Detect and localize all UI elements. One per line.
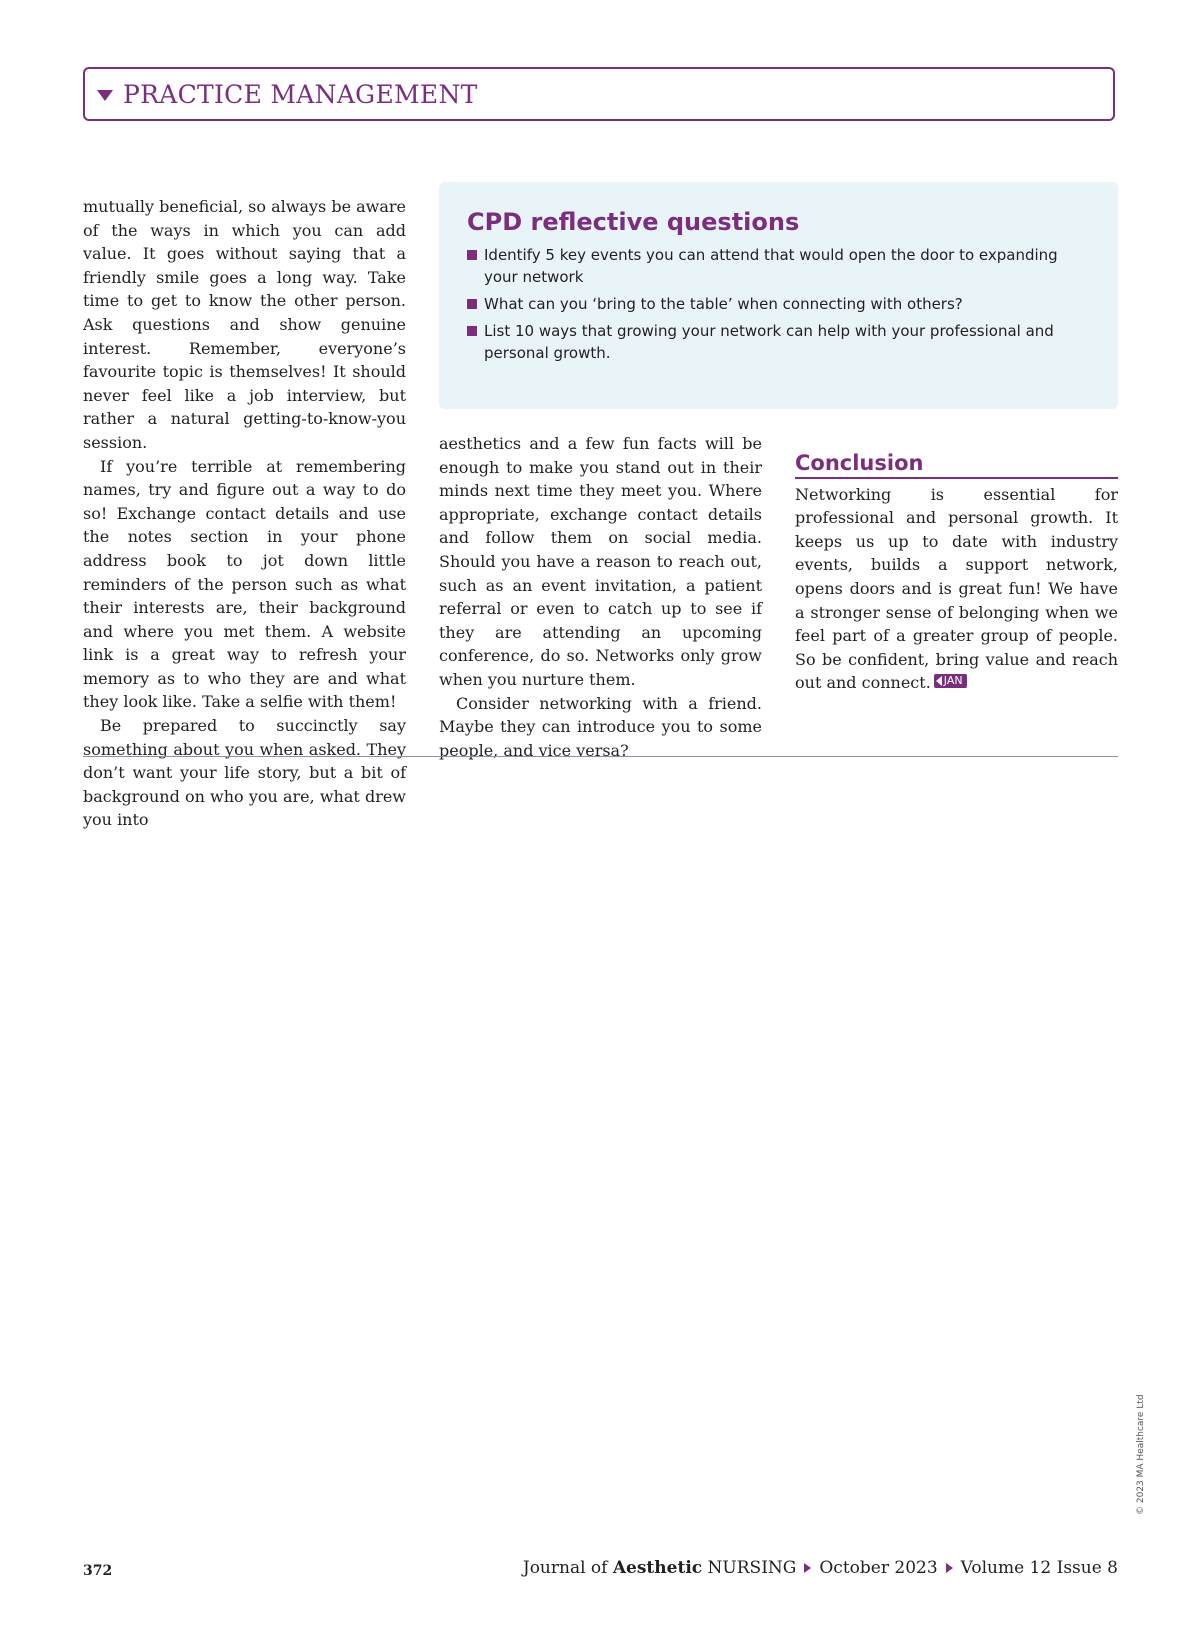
- conclusion-paragraph: [795, 483, 1118, 695]
- end-of-article-badge: [934, 674, 967, 688]
- list-item-text: Identify 5 key events you can attend that would open the door to expanding your network: [484, 246, 1058, 286]
- conclusion-column: [795, 452, 1118, 695]
- conclusion-text: Networking is essential for professional and personal growth. It keeps us up to date with industry events, builds a support network, opens doors and is great fun! We have a stronger sense of belonging when we feel part of a greater group of people. So be confident, bring value and reach out and connect.: [795, 484, 1118, 693]
- journal-name-bold: Aesthetic: [612, 1558, 703, 1578]
- section-header: [83, 67, 1115, 121]
- divider: [83, 756, 1118, 757]
- conclusion-heading: Conclusion: [795, 452, 1118, 479]
- list-item: [467, 293, 1088, 315]
- triangle-down-icon: [97, 90, 113, 101]
- list-item-text: What can you ‘bring to the table’ when connecting with others?: [484, 295, 963, 313]
- body-column-2: [439, 432, 762, 762]
- paragraph: Consider networking with a friend. Maybe they can introduce you to some people, and vice versa?: [439, 693, 762, 760]
- volume-issue: Volume 12 Issue 8: [960, 1558, 1118, 1578]
- square-bullet-icon: [467, 326, 477, 336]
- paragraph: mutually beneficial, so always be aware of the ways in which you can add value. It goes without saying that a friendly smile goes a long way. Take time to get to know the other person. Ask questions and show genuine interest. Remember, everyone’s favourite topic is themselves! It should never feel like a job interview, but rather a natural getting-to-know-you session.: [83, 197, 407, 452]
- list-item-text: List 10 ways that growing your network can help with your professional and personal growth.: [484, 322, 1054, 362]
- journal-footer: [523, 1558, 1118, 1578]
- square-bullet-icon: [467, 299, 477, 309]
- cpd-title: CPD reflective questions: [467, 208, 800, 236]
- paragraph: If you’re terrible at remembering names, try and figure out a way to do so! Exchange contact details and use the notes section in your phone address book to jot down little reminders of the person such as what their interests are, their background and where you met them. A website link is a great way to refresh your memory as to who they are and what they look like. Take a selfie with them!: [83, 456, 406, 712]
- paragraph: aesthetics and a few fun facts will be enough to make you stand out in their minds next time they meet you. Where appropriate, exchange contact details and follow them on social media. Should you have a reason to reach out, such as an event invitation, a patient referral or even to catch up to see if they are attending an upcoming conference, do so. Networks only grow when you nurture them.: [439, 434, 762, 689]
- triangle-left-icon: [936, 676, 942, 686]
- cpd-list: [467, 244, 1088, 364]
- cpd-questions-box: [439, 182, 1118, 409]
- journal-prefix: Journal of: [522, 1558, 608, 1578]
- triangle-right-icon: [804, 1563, 811, 1573]
- journal-suffix: NURSING: [707, 1558, 797, 1578]
- section-title: PRACTICE MANAGEMENT: [123, 79, 478, 109]
- paragraph: Be prepared to succinctly say something about you when asked. They don’t want your life story, but a bit of background on who you are, what drew you into: [83, 716, 406, 830]
- square-bullet-icon: [467, 250, 477, 260]
- page-number: 372: [83, 1563, 113, 1579]
- list-item: [467, 320, 1088, 364]
- copyright-notice: © 2023 MA Healthcare Ltd: [1136, 1394, 1146, 1515]
- issue-date: October 2023: [819, 1558, 938, 1578]
- end-badge-label: JAN: [943, 674, 963, 688]
- triangle-right-icon: [946, 1563, 953, 1573]
- body-column-1: [83, 195, 406, 832]
- list-item: [467, 244, 1088, 288]
